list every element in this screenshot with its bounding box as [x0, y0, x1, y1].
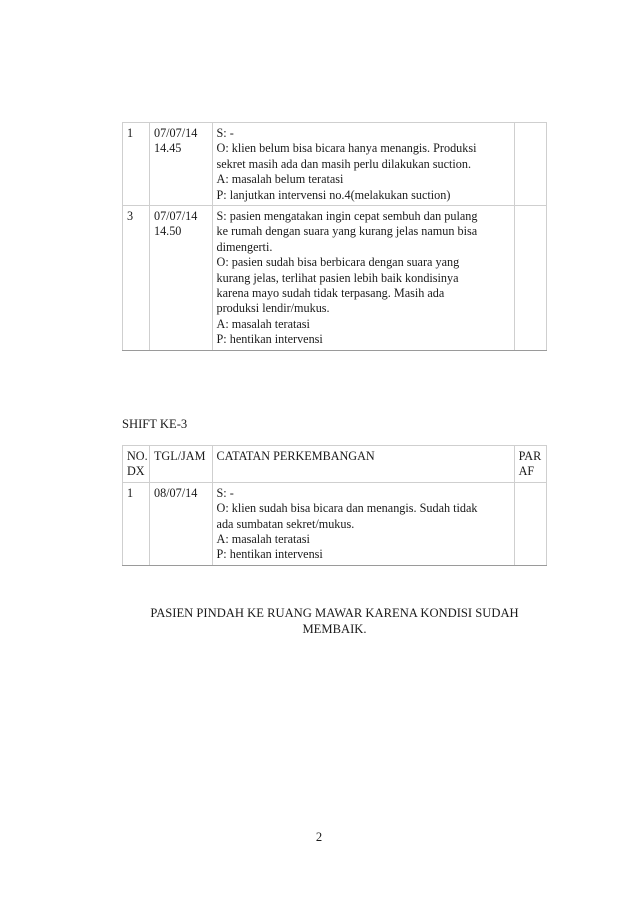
date-time-cell: 08/07/14: [149, 482, 212, 565]
dx-cell: 1: [123, 482, 150, 565]
table-row: [123, 123, 547, 206]
header-date-time: TGL/JAM: [149, 446, 212, 483]
table-header-row: [123, 446, 547, 483]
date-time-cell: 07/07/14 14.45: [149, 123, 212, 206]
page-number: 2: [315, 830, 323, 844]
header-signature: PAR AF: [514, 446, 546, 483]
shift-heading: SHIFT KE-3: [122, 417, 188, 431]
progress-notes-table-shift-3: [122, 445, 547, 566]
signature-cell: [514, 123, 546, 206]
table-row: [123, 206, 547, 351]
signature-cell: [514, 482, 546, 565]
signature-cell: [514, 206, 546, 351]
progress-note-cell: S: pasien mengatakan ingin cepat sembuh dan pulang ke rumah dengan suara yang kurang jelas namun bisa dimengerti. O: pasien sudah bisa berbicara dengan suara yang kurang jelas, terlihat pasien lebih baik kondisinya karena mayo sudah tidak terpasang. Masih ada produksi lendir/mukus. A: masalah teratasi P: hentikan intervensi: [212, 206, 514, 351]
date-time-cell: 07/07/14 14.50: [149, 206, 212, 351]
progress-note-cell: S: - O: klien sudah bisa bicara dan menangis. Sudah tidak ada sumbatan sekret/mukus. A: masalah teratasi P: hentikan intervensi: [212, 482, 514, 565]
header-progress-note: CATATAN PERKEMBANGAN: [212, 446, 514, 483]
header-dx: NO. DX: [123, 446, 150, 483]
dx-cell: 1: [123, 123, 150, 206]
progress-notes-table-shift-2: [122, 122, 547, 351]
table-row: [123, 482, 547, 565]
dx-cell: 3: [123, 206, 150, 351]
progress-note-cell: S: - O: klien belum bisa bicara hanya menangis. Produksi sekret masih ada dan masih perlu dilakukan suction. A: masalah belum teratasi P: lanjutkan intervensi no.4(melakukan suction): [212, 123, 514, 206]
transfer-notice: PASIEN PINDAH KE RUANG MAWAR KARENA KONDISI SUDAH MEMBAIK.: [150, 606, 519, 636]
